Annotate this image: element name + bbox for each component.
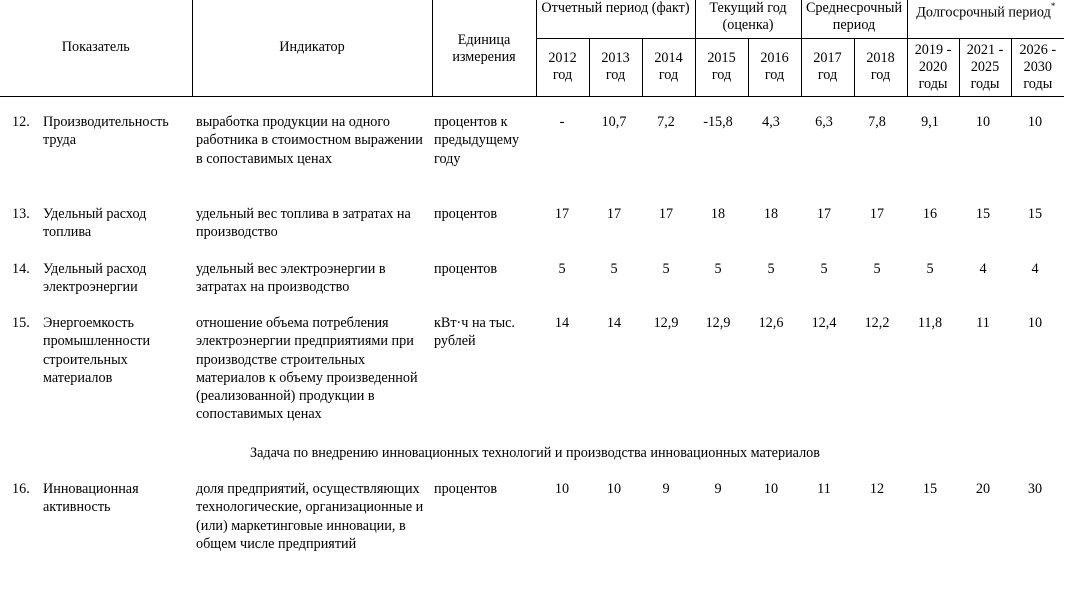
value-cell: 5 [714, 261, 722, 277]
value-cell: 11 [817, 481, 831, 497]
year-suffix: год [764, 67, 785, 83]
value-cell: 10 [554, 481, 570, 497]
value-cell: 14 [554, 315, 570, 331]
value-cell: 7,2 [657, 114, 675, 130]
value-cell: 12,9 [653, 315, 679, 331]
value-cell: 10 [1027, 315, 1043, 331]
group-report [536, 0, 695, 38]
section-title-text: Задача по внедрению инновационных технологий и производства инновационных материалов [250, 445, 820, 461]
value-cell: 15 [1027, 206, 1043, 222]
year-header [748, 38, 801, 96]
value-cell: 10 [606, 481, 622, 497]
value-cell: 16 [922, 206, 938, 222]
year-label: 2012 [548, 50, 577, 66]
value-cell: 4 [979, 261, 987, 277]
indicator-description: доля предприятий, осуществляющих технологические, организационные и (или) маркетинговые инновации, в общем числе предприятий [196, 481, 424, 552]
unit-cell: кВт·ч на тыс. рублей [434, 315, 515, 350]
value-cell: 5 [820, 261, 828, 277]
row-number: 16. [12, 481, 30, 497]
header-unit [432, 0, 536, 96]
value-cell: 11 [976, 315, 990, 331]
year-header [536, 38, 589, 96]
year-label: 2021 - 2025 [966, 41, 1004, 75]
value-cell: 17 [554, 206, 570, 222]
year-header [589, 38, 642, 96]
value-cell: 15 [922, 481, 938, 497]
group-longterm [907, 0, 1064, 38]
row-number: 13. [12, 206, 30, 222]
value-cell: 7,8 [868, 114, 886, 130]
year-suffix: год [552, 67, 573, 83]
value-cell: 10 [763, 481, 779, 497]
value-cell: 12,6 [758, 315, 784, 331]
indicator-name: Удельный расход электроэнергии [43, 261, 147, 296]
value-cell: 9 [714, 481, 722, 497]
value-cell: 18 [710, 206, 726, 222]
value-cell: -15,8 [703, 114, 733, 130]
year-header [907, 38, 959, 96]
year-label: 2016 [760, 50, 789, 66]
group-midterm [801, 0, 907, 38]
row-number: 15. [12, 315, 30, 331]
value-cell: 5 [558, 261, 566, 277]
value-cell: 5 [926, 261, 934, 277]
year-suffix: годы [918, 75, 948, 92]
value-cell: 12,9 [705, 315, 731, 331]
year-label: 2014 [654, 50, 683, 66]
year-header [959, 38, 1011, 96]
year-header [642, 38, 695, 96]
value-cell: 12,4 [811, 315, 837, 331]
value-cell: 4 [1031, 261, 1039, 277]
value-cell: 6,3 [815, 114, 833, 130]
indicator-name: Инновационная активность [43, 481, 139, 516]
indicator-name: Производительность труда [43, 114, 169, 149]
year-label: 2015 [707, 50, 736, 66]
value-cell: 15 [975, 206, 991, 222]
indicator-description: выработка продукции на одного работника в стоимостном выражении в сопоставимых ценах [196, 114, 423, 167]
year-suffix: годы [1023, 75, 1053, 92]
value-cell: 5 [767, 261, 775, 277]
year-suffix: год [658, 67, 679, 83]
group-current-label: Текущий год (оценка) [709, 0, 787, 33]
value-cell: 9 [662, 481, 670, 497]
section-title [0, 444, 1074, 462]
value-cell: 11,8 [917, 315, 943, 331]
header-grid [0, 0, 1064, 97]
value-cell: 18 [763, 206, 779, 222]
year-label: 2017 [813, 50, 842, 66]
value-cell: 17 [816, 206, 832, 222]
group-report-label: Отчетный период (факт) [541, 0, 690, 16]
value-cell: 12,2 [864, 315, 890, 331]
year-label: 2018 [866, 50, 895, 66]
header-indicator: Показатель [0, 0, 192, 96]
value-cell: 5 [873, 261, 881, 277]
unit-cell: процентов [434, 481, 498, 497]
indicator-name: Удельный расход топлива [43, 206, 147, 241]
year-header [801, 38, 854, 96]
year-suffix: год [605, 67, 626, 83]
indicator-description: удельный вес топлива в затратах на производство [196, 206, 411, 241]
value-cell: - [559, 114, 565, 130]
value-cell: 17 [869, 206, 885, 222]
year-suffix: год [711, 67, 732, 83]
header-description: Индикатор [192, 0, 432, 96]
year-header [1011, 38, 1064, 96]
value-cell: 10 [975, 114, 991, 130]
year-header [854, 38, 907, 96]
indicator-name: Энергоемкость промышленности строительных материалов [43, 315, 151, 386]
value-cell: 10,7 [601, 114, 627, 130]
unit-cell: процентов [434, 206, 498, 222]
row-number: 12. [12, 114, 30, 130]
indicator-description: отношение объема потребления электроэнергии предприятиями при производстве строительных материалов к объему произведенной (реализованной) продукции в сопоставимых ценах [196, 315, 418, 423]
header-unit-text: Единица измерения [452, 31, 516, 65]
value-cell: 9,1 [921, 114, 939, 130]
value-cell: 10 [1027, 114, 1043, 130]
value-cell: 14 [606, 315, 622, 331]
group-longterm-label: Долгосрочный период [916, 4, 1051, 21]
row-number: 14. [12, 261, 30, 277]
unit-cell: процентов к предыдущему году [434, 114, 520, 167]
value-cell: 5 [610, 261, 618, 277]
value-cell: 30 [1027, 481, 1043, 497]
indicator-description: удельный вес электроэнергии в затратах на производство [196, 261, 386, 296]
table-header [0, 0, 1074, 96]
year-suffix: год [870, 67, 891, 83]
year-suffix: год [817, 67, 838, 83]
value-cell: 4,3 [762, 114, 780, 130]
value-cell: 17 [658, 206, 674, 222]
value-cell: 5 [662, 261, 670, 277]
group-current [695, 0, 801, 38]
value-cell: 12 [869, 481, 885, 497]
value-cell: 17 [606, 206, 622, 222]
year-label: 2026 - 2030 [1019, 41, 1057, 75]
unit-cell: процентов [434, 261, 498, 277]
group-midterm-label: Среднесрочный период [805, 0, 903, 33]
value-cell: 20 [975, 481, 991, 497]
footnote-mark: * [1050, 1, 1056, 11]
year-suffix: годы [970, 75, 1000, 92]
year-label: 2013 [601, 50, 630, 66]
year-header [695, 38, 748, 96]
year-label: 2019 - 2020 [914, 41, 952, 75]
